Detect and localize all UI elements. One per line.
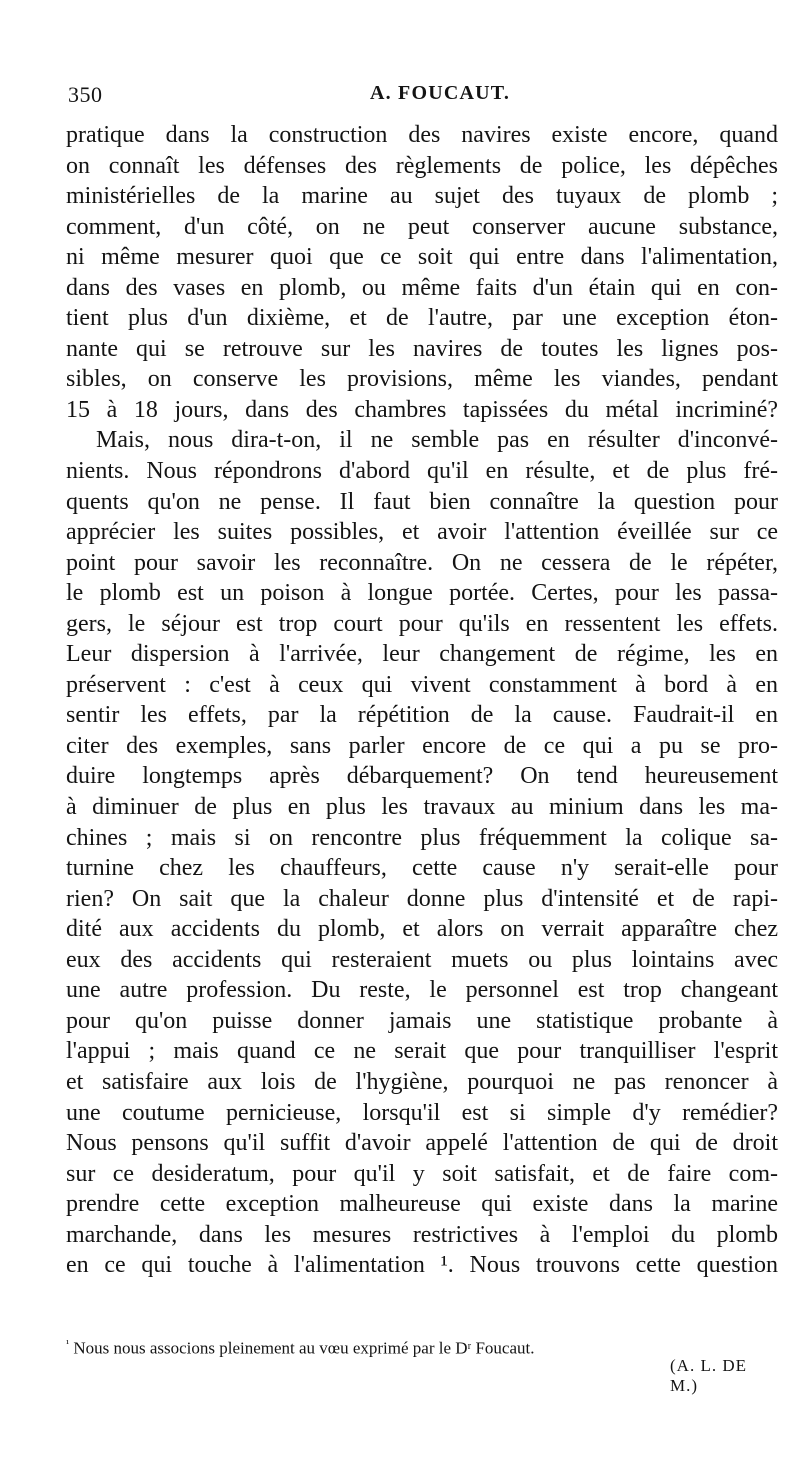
text-line: l'appui ; mais quand ce ne serait que pour tranquilliser l'esprit bbox=[66, 1038, 778, 1065]
text-line: à diminuer de plus en plus les travaux au minium dans les ma- bbox=[66, 794, 778, 821]
text-line: dans des vases en plomb, ou même faits d'un étain qui en con- bbox=[66, 274, 778, 301]
text-line: apprécier les suites possibles, et avoir l'attention éveillée sur ce bbox=[66, 519, 778, 546]
footnote-signature: (A. L. DE M.) bbox=[670, 1356, 747, 1395]
text-line: citer des exemples, sans parler encore de ce qui a pu se pro- bbox=[66, 732, 778, 759]
text-line: quents qu'on ne pense. Il faut bien connaître la question pour bbox=[66, 488, 778, 515]
text-line: une coutume pernicieuse, lorsqu'il est si simple d'y remédier? bbox=[66, 1099, 778, 1126]
text-line: nante qui se retrouve sur les navires de toutes les lignes pos- bbox=[66, 335, 778, 362]
text-line: rien? On sait que la chaleur donne plus d'intensité et de rapi- bbox=[66, 885, 778, 912]
text-line: marchande, dans les mesures restrictives à l'emploi du plomb bbox=[66, 1221, 778, 1248]
text-line: sur ce desideratum, pour qu'il y soit satisfait, et de faire com- bbox=[66, 1160, 778, 1187]
body-text bbox=[66, 120, 778, 1281]
running-head: A. FOUCAUT. bbox=[370, 82, 511, 104]
text-line: ni même mesurer quoi que ce soit qui entre dans l'alimentation, bbox=[66, 244, 778, 271]
page-number: 350 bbox=[68, 82, 103, 107]
text-line: ministérielles de la marine au sujet des tuyaux de plomb ; bbox=[66, 183, 778, 210]
text-line: gers, le séjour est trop court pour qu'ils en ressentent les effets. bbox=[66, 610, 778, 637]
footnotes bbox=[66, 1332, 778, 1395]
text-line: en ce qui touche à l'alimentation ¹. Nous trouvons cette question bbox=[66, 1252, 778, 1279]
text-line: tient plus d'un dixième, et de l'autre, par une exception éton- bbox=[66, 305, 778, 332]
text-line: turnine chez les chauffeurs, cette cause n'y serait-elle pour bbox=[66, 855, 778, 882]
text-line: dité aux accidents du plomb, et alors on verrait apparaître chez bbox=[66, 916, 778, 943]
text-line: duire longtemps après débarquement? On tend heureusement bbox=[66, 763, 778, 790]
text-line: une autre profession. Du reste, le personnel est trop changeant bbox=[66, 977, 778, 1004]
text-line: pour qu'on puisse donner jamais une statistique probante à bbox=[66, 1007, 778, 1034]
text-line: on connaît les défenses des règlements de police, les dépêches bbox=[66, 152, 778, 179]
text-line: et satisfaire aux lois de l'hygiène, pourquoi ne pas renoncer à bbox=[66, 1068, 778, 1095]
footnote-text: Nous nous associons pleinement au vœu exprimé par le Dʳ Foucaut. bbox=[73, 1338, 535, 1358]
footnote-mark: ¹ bbox=[66, 1338, 70, 1350]
text-line: nients. Nous répondrons d'abord qu'il en résulte, et de plus fré- bbox=[66, 458, 778, 485]
text-line: le plomb est un poison à longue portée. Certes, pour les passa- bbox=[66, 580, 778, 607]
text-line: préservent : c'est à ceux qui vivent constamment à bord à en bbox=[66, 671, 778, 698]
footnote bbox=[66, 1332, 778, 1356]
text-line: pratique dans la construction des navires existe encore, quand bbox=[66, 122, 778, 148]
text-line: 15 à 18 jours, dans des chambres tapissées du métal incriminé? bbox=[66, 396, 778, 423]
text-line: sibles, on conserve les provisions, même les viandes, pendant bbox=[66, 366, 778, 393]
text-line: prendre cette exception malheureuse qui existe dans la marine bbox=[66, 1191, 778, 1218]
text-line: Nous pensons qu'il suffit d'avoir appelé l'attention de qui de droit bbox=[66, 1130, 778, 1157]
text-line: chines ; mais si on rencontre plus fréquemment la colique sa- bbox=[66, 824, 778, 851]
text-line: Leur dispersion à l'arrivée, leur changement de régime, les en bbox=[66, 641, 778, 668]
text-line: comment, d'un côté, on ne peut conserver aucune substance, bbox=[66, 213, 778, 240]
page-header bbox=[66, 80, 766, 110]
text-line: point pour savoir les reconnaître. On ne cessera de le répéter, bbox=[66, 549, 778, 576]
text-line: sentir les effets, par la répétition de la cause. Faudrait-il en bbox=[66, 702, 778, 729]
text-line: Mais, nous dira-t-on, il ne semble pas en résulter d'inconvé- bbox=[96, 427, 778, 454]
text-line: eux des accidents qui resteraient muets ou plus lointains avec bbox=[66, 946, 778, 973]
